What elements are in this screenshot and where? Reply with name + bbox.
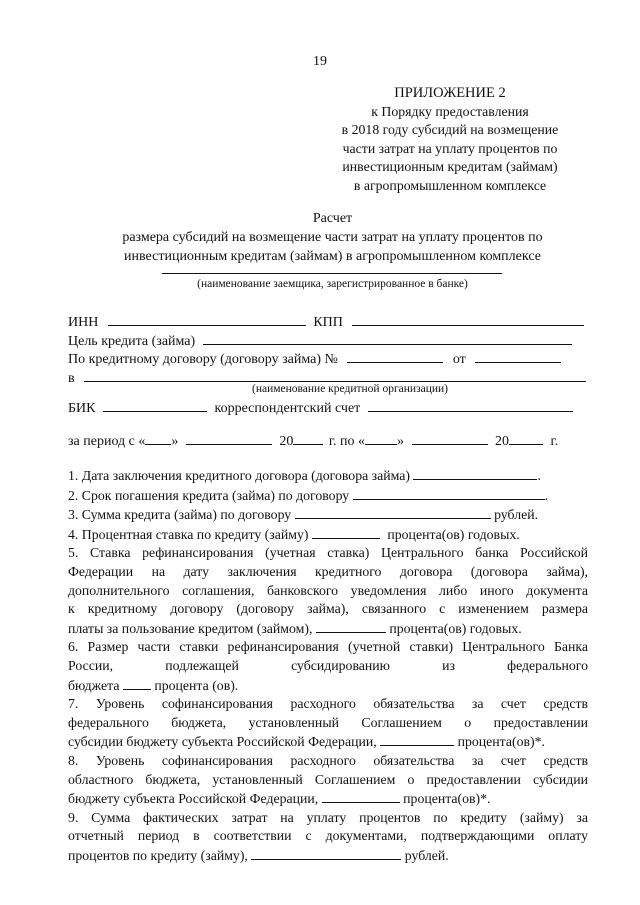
bank-name-caption: (наименование кредитной организации) — [251, 383, 449, 395]
page-number: 19 — [313, 54, 327, 69]
in-label: в — [68, 371, 75, 386]
item-6-line: России, подлежащей субсидированию из федерального — [68, 657, 588, 673]
purpose-row — [68, 331, 588, 351]
inn-field[interactable] — [108, 312, 306, 326]
document-heading — [60, 209, 605, 266]
item-9-last-label: процентов по кредиту (займу), — [68, 847, 248, 863]
item-4-label: 4. Процентная ставка по кредиту (займу) — [68, 526, 309, 542]
item-9-line: отчетный период в соответствии с документами, подтверждающими оплату — [68, 828, 588, 844]
item-9-line: 9. Сумма фактических затрат на уплату процентов по кредиту (займу) за — [68, 809, 588, 825]
corr-account-field[interactable] — [368, 398, 573, 412]
item-5-line: Федерации на дату заключения кредитного договора (договора займа), — [68, 563, 588, 579]
item-2: 2. Срок погашения кредита (займа) по договору . — [68, 487, 549, 503]
item-9-unit: рублей. — [404, 847, 449, 863]
period-quote: » — [397, 434, 405, 449]
item-9 — [68, 809, 588, 866]
bank-name-field[interactable] — [84, 368, 586, 382]
appendix-line: инвестиционным кредитам (займам) — [342, 159, 558, 175]
item-5 — [68, 544, 588, 638]
agreement-label: По кредитному договору (договору займа) № — [68, 352, 338, 367]
item-8 — [68, 752, 588, 809]
item-5-field[interactable] — [316, 619, 386, 633]
period-start-year-field[interactable] — [293, 431, 323, 445]
item-9-field[interactable] — [251, 846, 401, 860]
inn-label: ИНН — [68, 315, 99, 330]
item-4-unit: процента(ов) годовых. — [387, 526, 520, 542]
item-3 — [68, 505, 588, 525]
item-5-last-line — [68, 619, 588, 639]
period-end-year-field[interactable] — [509, 431, 543, 445]
appendix-header — [300, 84, 600, 196]
kpp-field[interactable] — [352, 312, 584, 326]
appendix-line: в агропромышленном комплексе — [353, 177, 547, 193]
period-year-prefix: 20 — [495, 434, 510, 449]
borrower-name-field[interactable] — [162, 273, 502, 274]
agreement-date-field[interactable] — [475, 349, 561, 363]
item-8-line: областного бюджета, установленный Соглашением о предоставлении субсидии — [68, 771, 588, 787]
appendix-line: в 2018 году субсидий на возмещение — [341, 122, 559, 138]
item-7-unit: процента(ов)*. — [457, 734, 545, 750]
period-year-suffix: г. — [550, 434, 559, 449]
item-6-last-label: бюджета — [68, 677, 120, 693]
item-1: 1. Дата заключения кредитного договора (договора займа) . — [68, 468, 541, 483]
item-4-field[interactable] — [312, 525, 380, 539]
from-label: от — [452, 352, 466, 367]
items-list — [68, 466, 588, 865]
period-to-label: г. по « — [328, 434, 366, 449]
item-8-field[interactable] — [322, 789, 400, 803]
item-7-last-line — [68, 732, 588, 752]
period-end-month-field[interactable] — [412, 431, 488, 445]
item-6-line: 6. Размер части ставки рефинансирования (учетной ставки) Центрального Банка — [68, 639, 588, 655]
corr-account-label: корреспондентский счет — [214, 401, 361, 416]
bik-field[interactable] — [103, 398, 207, 412]
item-2-field[interactable] — [353, 486, 545, 500]
item-5-line: дополнительного соглашения, банковского уведомления либо иного документа — [68, 582, 588, 598]
item-8-unit: процента(ов)*. — [403, 791, 491, 807]
appendix-line: к Порядку предоставления — [371, 103, 529, 119]
item-6-last-line — [68, 676, 588, 696]
purpose-label: Цель кредита (займа) — [68, 334, 196, 349]
item-8-last-label: бюджету субъекта Российской Федерации, — [68, 791, 319, 807]
purpose-field[interactable] — [203, 331, 572, 345]
item-6-field[interactable] — [123, 676, 151, 690]
item-5-unit: процента(ов) годовых. — [389, 620, 522, 636]
document-subtitle-line: инвестиционным кредитам (займам) в агропромышленном комплексе — [124, 249, 541, 264]
appendix-line: части затрат на уплату процентов по — [342, 140, 558, 156]
bik-row — [68, 398, 588, 418]
item-7-line: 7. Уровень софинансирования расходного обязательства за счет средств — [68, 696, 588, 712]
item-5-last-label: платы за пользование кредитом (займом), — [68, 620, 313, 636]
item-7-last-label: субсидии бюджету субъекта Российской Федерации, — [68, 734, 377, 750]
period-start-day-field[interactable] — [145, 431, 171, 445]
item-1-field[interactable] — [413, 466, 537, 480]
document-subtitle-line: размера субсидий на возмещение части затрат на уплату процентов по — [122, 230, 543, 245]
appendix-title: ПРИЛОЖЕНИЕ 2 — [394, 85, 506, 101]
item-5-line: к кредитному договору (договору займа), связанного с изменением размера — [68, 601, 588, 617]
item-2-label: 2. Срок погашения кредита (займа) по договору — [68, 487, 350, 503]
item-5-line: 5. Ставка рефинансирования (учетная ставка) Центрального банка Российской — [68, 545, 588, 561]
period-prefix: за период с « — [68, 434, 146, 449]
period-row — [68, 431, 588, 451]
item-9-last-line — [68, 846, 588, 866]
agreement-number-field[interactable] — [347, 349, 443, 363]
item-3-label: 3. Сумма кредита (займа) по договору — [68, 507, 292, 523]
agreement-row — [68, 349, 588, 369]
item-7-line: федерального бюджета, установленный Соглашением о предоставлении — [68, 714, 588, 730]
period-end-day-field[interactable] — [365, 431, 397, 445]
item-3-field[interactable] — [295, 505, 491, 519]
item-7-field[interactable] — [380, 732, 454, 746]
period-quote: » — [171, 434, 179, 449]
item-7 — [68, 695, 588, 752]
inn-kpp-row — [68, 312, 588, 332]
document-title: Расчет — [312, 211, 353, 226]
period-start-month-field[interactable] — [186, 431, 272, 445]
item-6 — [68, 638, 588, 695]
borrower-name-caption: (наименование заемщика, зарегистрированное в банке) — [197, 278, 468, 290]
item-8-line: 8. Уровень софинансирования расходного обязательства за счет средств — [68, 752, 588, 768]
item-6-unit: процента (ов). — [154, 677, 239, 693]
item-4 — [68, 525, 588, 545]
period-year-prefix: 20 — [279, 434, 294, 449]
item-8-last-line — [68, 789, 588, 809]
bik-label: БИК — [68, 401, 96, 416]
kpp-label: КПП — [313, 315, 343, 330]
item-3-unit: рублей. — [494, 507, 539, 523]
item-1-label: 1. Дата заключения кредитного договора (договора займа) — [68, 468, 410, 483]
